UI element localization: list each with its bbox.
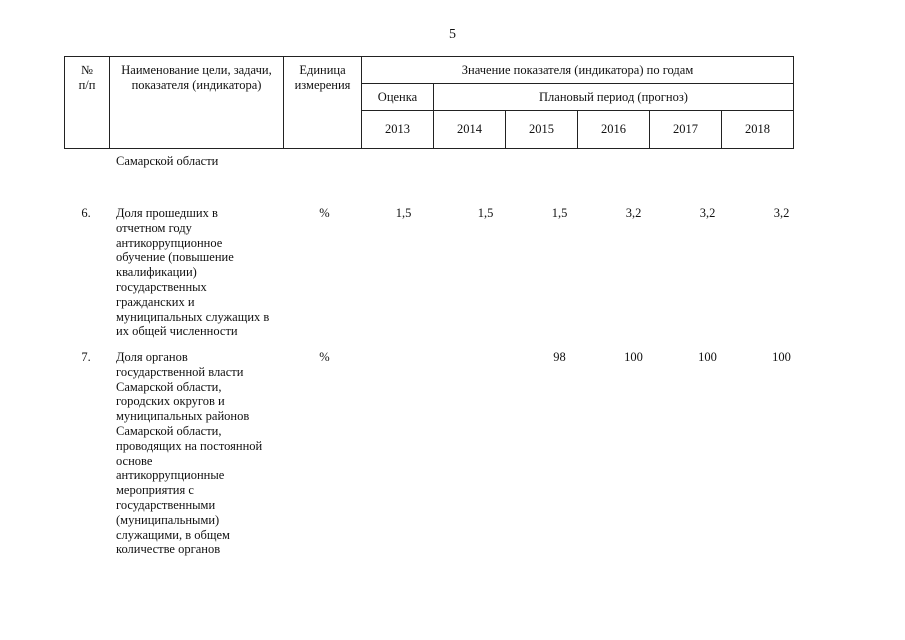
row-value-2014: 1,5 (477, 206, 494, 220)
header-year-2013: 2013 (362, 111, 434, 149)
row-value-2015: 98 (553, 350, 566, 364)
header-values: Значение показателя (индикатора) по годам (362, 57, 794, 84)
row-unit: % (319, 206, 330, 220)
row-value-2018: 100 (772, 350, 791, 364)
header-year-2017: 2017 (650, 111, 722, 149)
header-year-2018: 2018 (722, 111, 794, 149)
header-year-2015: 2015 (506, 111, 578, 149)
header-plan: Плановый период (прогноз) (434, 84, 794, 111)
header-estimate: Оценка (362, 84, 434, 111)
row-name: Доля прошедших в отчетном году антикоррупционное обучение (повышение квалификации) государственных гражданских и муниципальных служащих в их общей численности (116, 206, 270, 339)
row-value-2013: 1,5 (395, 206, 412, 220)
row-value-2015: 1,5 (551, 206, 568, 220)
row-value-2016: 100 (624, 350, 643, 364)
row-number: 6. (81, 206, 91, 220)
indicator-table-header (64, 56, 794, 149)
row-unit: % (319, 350, 330, 364)
continuation-text: Самарской области (116, 154, 219, 168)
row-value-2017: 3,2 (699, 206, 716, 220)
row-name: Доля органов государственной власти Самарской области, городских округов и муниципальных районов Самарской области, проводящих на постоянной основе антикоррупционные мероприятия с государственными (муниципальными) служащими, в общем количестве органов (116, 350, 263, 557)
header-num: № п/п (65, 57, 110, 149)
row-value-2017: 100 (698, 350, 717, 364)
row-value-2016: 3,2 (625, 206, 642, 220)
header-year-2016: 2016 (578, 111, 650, 149)
page-number: 5 (449, 27, 456, 42)
header-name: Наименование цели, задачи, показателя (индикатора) (110, 57, 284, 149)
header-unit: Единица измерения (284, 57, 362, 149)
header-year-2014: 2014 (434, 111, 506, 149)
row-value-2018: 3,2 (773, 206, 790, 220)
row-number: 7. (81, 350, 91, 364)
